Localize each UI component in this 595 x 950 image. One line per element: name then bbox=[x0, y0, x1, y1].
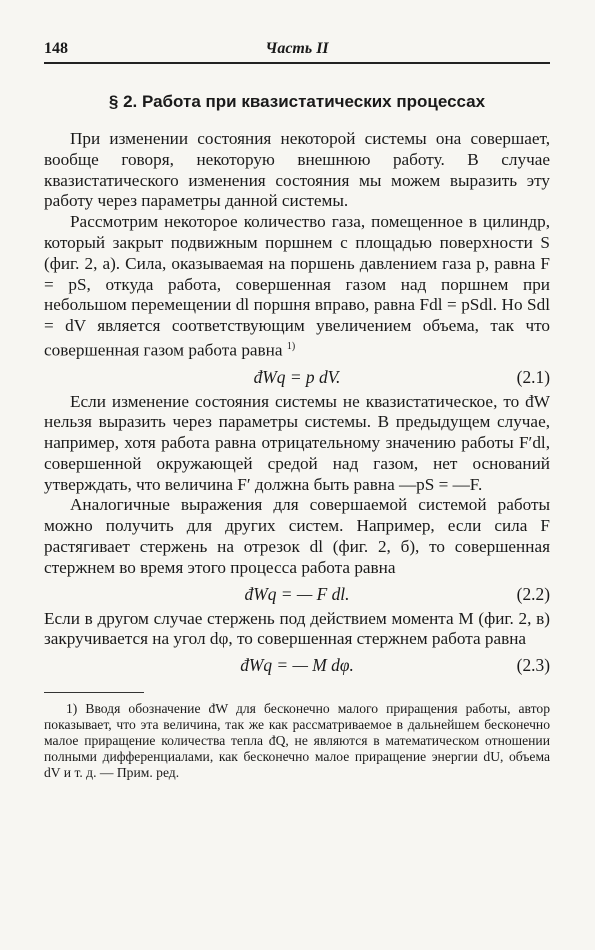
equation-2-1 bbox=[44, 362, 550, 392]
body-text bbox=[44, 129, 550, 680]
footnote-marker: 1) bbox=[286, 340, 296, 352]
book-page bbox=[44, 38, 550, 781]
equation-number: (2.1) bbox=[516, 366, 550, 387]
header-rule bbox=[44, 62, 550, 64]
page-number: 148 bbox=[44, 40, 68, 57]
equation-formula: đWq = p dV. bbox=[253, 366, 341, 387]
paragraph-5: Если в другом случае стержень под действием момента M (фиг. 2, в) закручивается на угол dφ, то совершенная стержнем работа равна bbox=[44, 608, 550, 649]
equation-2-3 bbox=[44, 650, 550, 680]
paragraph-3: Если изменение состояния системы не квазистатическое, то đW нельзя выразить через параметры системы. В предыдущем случае, например, хотя работа равна отрицательному значению работы F′dl, совершенной окружающей средой над газом, нет оснований утверждать, что величина F′ должна быть равна —pS = —F. bbox=[44, 391, 550, 494]
footnote: 1) Вводя обозначение đW для бесконечно малого приращения работы, автор показывает, что эта величина, так же как рассматриваемое в дальнейшем бесконечно малое приращение количества тепла đQ, не являются в математическом отношении полными дифференциалами, как бесконечно малое приращение энергии dU, объема dV и т. д. — Прим. ред. bbox=[44, 701, 550, 781]
equation-number: (2.2) bbox=[516, 583, 550, 604]
equation-number: (2.3) bbox=[516, 655, 550, 676]
paragraph-1: При изменении состояния некоторой системы она совершает, вообще говоря, некоторую внешнюю работу. В случае квазистатического изменения состояния мы можем выразить эту работу через параметры данной системы. bbox=[44, 129, 550, 211]
paragraph-4: Аналогичные выражения для совершаемой системой работы можно получить для других систем. Например, если сила F растягивает стержень на отрезок dl (фиг. 2, б), то совершенная стержнем во время этого процесса работа равна bbox=[44, 495, 550, 577]
part-title: Часть II bbox=[265, 40, 329, 57]
equation-formula: đWq = — F dl. bbox=[244, 583, 350, 604]
section-title: § 2. Работа при квазистатических процессах bbox=[108, 92, 486, 111]
equation-formula: đWq = — M dφ. bbox=[240, 655, 354, 676]
footnote-rule bbox=[44, 692, 144, 693]
running-header bbox=[44, 38, 550, 60]
equation-2-2 bbox=[44, 579, 550, 609]
paragraph-2: Рассмотрим некоторое количество газа, помещенное в цилиндр, который закрыт подвижным поршнем с площадью поверхности S (фиг. 2, а). Сила, оказываемая на поршень давлением газа p, равна F = pS, откуда работа, совершенная газом над поршнем при небольшом перемещении dl поршня вправо, равна Fdl = pSdl. Но Sdl = dV является соответствующим увеличением объема, так что совершенная газом работа равна $^{1)}$ bbox=[44, 212, 550, 360]
